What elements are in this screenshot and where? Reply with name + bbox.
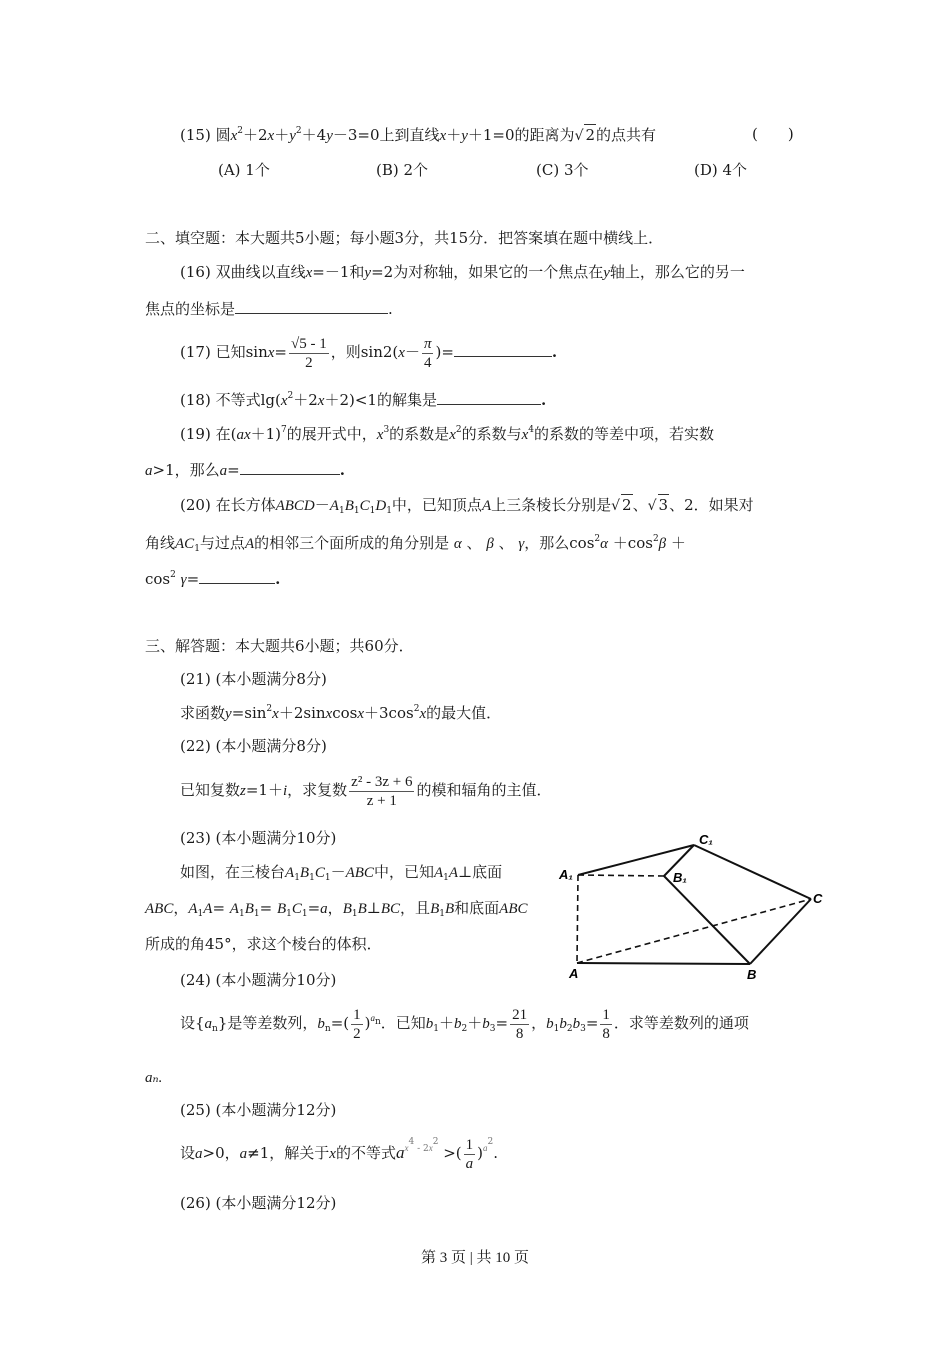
question-25-header: (25) (本小题满分12分) xyxy=(180,1101,337,1119)
option-b: (B) 2个 xyxy=(376,161,429,179)
question-23: 如图，在三棱台$A_1B_1C_1-ABC$中，已知$A_1A\perp$底面 xyxy=(180,863,503,883)
question-22: 已知复数z=1＋i，求复数 $\frac{\text{z² - 3z + 6}}{z + 1}$ 的模和辐角的主值． xyxy=(180,773,552,809)
answer-blank[interactable] xyxy=(199,569,275,584)
question-19-line2: a>1，那么a= . xyxy=(145,461,345,479)
question-26-header: (26) (本小题满分12分) xyxy=(180,1194,337,1212)
label-B: B xyxy=(747,967,757,982)
option-d: (D) 4个 xyxy=(694,161,748,179)
question-24-header: (24) (本小题满分10分) xyxy=(180,971,337,989)
label-A1: A₁ xyxy=(559,867,573,882)
answer-bracket: ( ) xyxy=(752,125,794,143)
page-footer: 第 3 页 | 共 10 页 xyxy=(420,1250,529,1266)
answer-blank[interactable] xyxy=(240,460,340,475)
section-heading-fill-in: 二、填空题：本大题共5小题；每小题3分，共15分．把答案填在题中横线上． xyxy=(145,229,664,247)
question-19: (19) 在$(ax+1)^7$的展开式中，$x^3$的系数是$x^2$的系数与$x^4$的系数的等差中项，若实数 xyxy=(180,425,715,443)
question-16: (16) 双曲线以直线x=－1和y=2为对称轴，如果它的一个焦点在y轴上，那么它的另一 xyxy=(180,263,745,281)
question-18: (18) 不等式$\lg(x^2+2x+2)<1$的解集是 . xyxy=(180,391,547,409)
question-23-header: (23) (本小题满分10分) xyxy=(180,829,337,847)
option-a: (A) 1个 xyxy=(218,161,270,179)
label-A: A xyxy=(569,966,579,981)
section-heading-solutions: 三、解答题：本大题共6小题；共60分． xyxy=(145,637,414,655)
frustum-diagram xyxy=(555,825,845,985)
question-17: (17) 已知sinx= $\frac{√5 - 1}{2}$ ，则sin2(x－ $\frac{\pi}{4}$ )= . xyxy=(180,335,558,371)
question-24: 设$\{a_n\}$是等差数列，$b_n=$( $\frac{1}{2}$ )$^{a_n}$．已知$b_1+b_2+b_3=$ $\frac{21}{8}$ ，$b_1b_2b_3=$ $\frac{1}{8}$ ．求等差数列的通项 xyxy=(180,1006,749,1042)
question-24-line2: aₙ. xyxy=(145,1070,163,1086)
label-B1: B₁ xyxy=(673,870,687,885)
question-23-line3: 所成的角45°，求这个棱台的体积． xyxy=(145,935,382,953)
question-number: (15) xyxy=(180,126,211,144)
question-20-line3: $\cos^2 \gamma=$ . xyxy=(145,570,281,588)
label-C: C xyxy=(813,891,823,906)
question-20: (20) 在长方体$ABCD-A_1B_1C_1D_1$中，已知顶点A上三条棱长分别是√ 2、√ 3、2．如果对 xyxy=(180,496,754,516)
question-21-header: (21) (本小题满分8分) xyxy=(180,670,327,688)
answer-blank[interactable] xyxy=(235,299,388,314)
question-21: 求函数$y=\sin^2x+2sinxcosx+3\cos^2x$的最大值． xyxy=(180,704,502,722)
question-23-line2: ABC，$A_1A= A_1B_1= B_1C_1=a$，$B_1B\perp BC$，且$B_1B$和底面ABC xyxy=(145,899,528,919)
answer-blank[interactable] xyxy=(437,390,541,405)
option-c: (C) 3个 xyxy=(536,161,589,179)
question-20-line2: 角线$AC_1$与过点A的相邻三个面所成的角分别是 α 、 β 、 γ，那么$\cos^2\alpha +\cos^2\beta$ ＋ xyxy=(145,534,686,554)
question-15: (15) 圆$x^2+2x+y^2+4y-3=0$上到直线x＋y＋1=0的距离为√ 2的点共有 xyxy=(180,126,657,144)
question-16-line2: 焦点的坐标是 . xyxy=(145,300,393,318)
label-C1: C₁ xyxy=(699,832,713,847)
question-25: 设a>0，a≠1，解关于x的不等式$a^{x^4 - 2x^2}$ >( $\frac{1}{a}$ )$^{a^2}$. xyxy=(180,1136,499,1172)
question-22-header: (22) (本小题满分8分) xyxy=(180,737,327,755)
answer-blank[interactable] xyxy=(454,342,552,357)
